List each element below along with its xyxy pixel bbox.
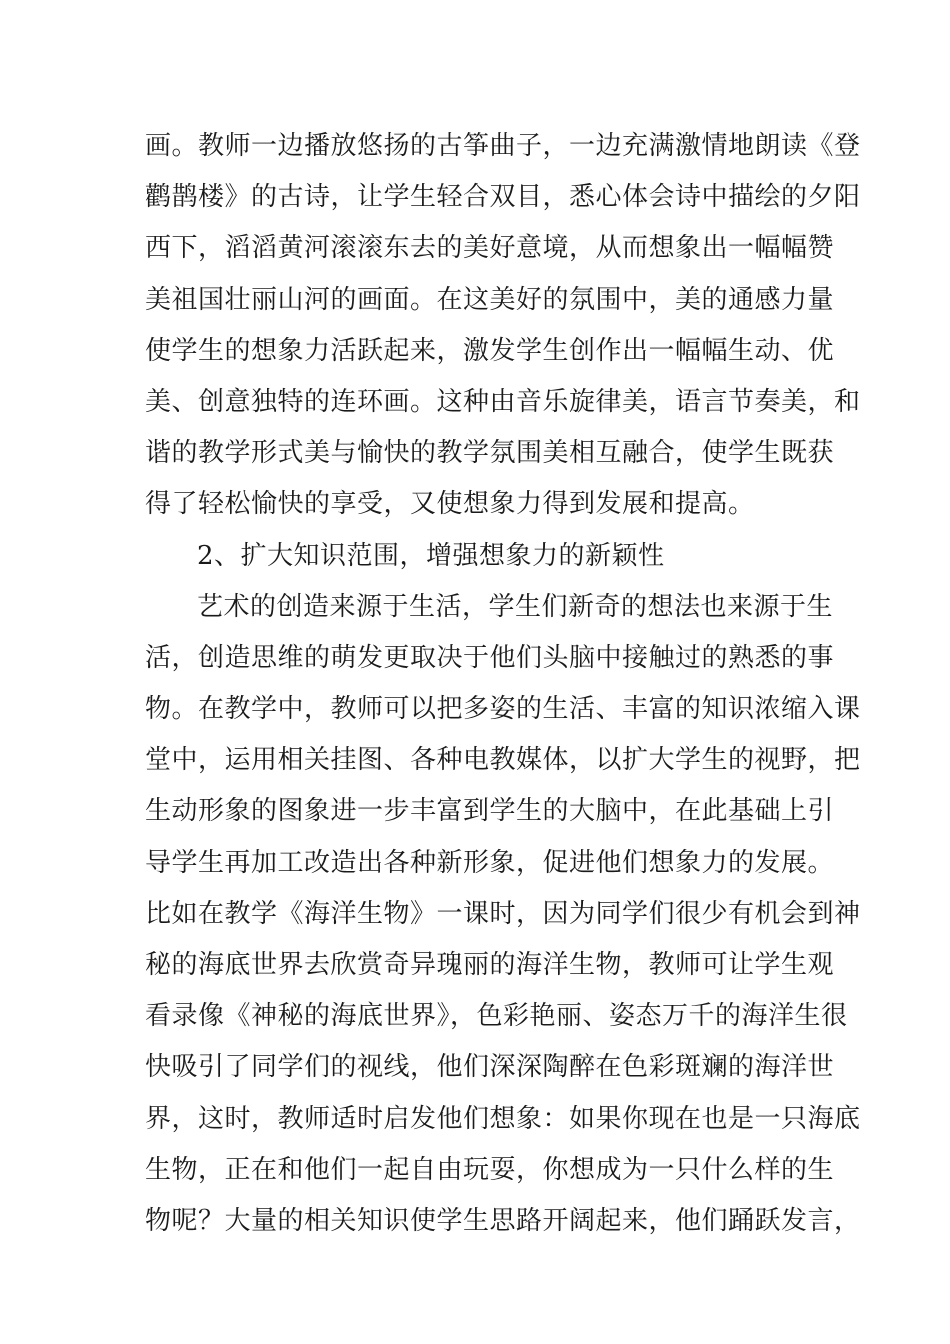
text-line: 西下，滔滔黄河滚滚东去的美好意境，从而想象出一幅幅赞 bbox=[145, 233, 835, 264]
text-line: 谐的教学形式美与愉快的教学氛围美相互融合，使学生既获 bbox=[145, 438, 835, 469]
text-line: 得了轻松愉快的享受，又使想象力得到发展和提高。 bbox=[145, 489, 755, 520]
text-line: 导学生再加工改造出各种新形象，促进他们想象力的发展。 bbox=[145, 847, 835, 878]
text-line: 美祖国壮丽山河的画面。在这美好的氛围中，美的通感力量 bbox=[145, 284, 835, 315]
text-line: 物呢？大量的相关知识使学生思路开阔起来，他们踊跃发言， bbox=[145, 1205, 861, 1236]
text-line: 艺术的创造来源于生活，学生们新奇的想法也来源于生 bbox=[197, 591, 834, 622]
text-line: 堂中，运用相关挂图、各种电教媒体，以扩大学生的视野，把 bbox=[145, 745, 861, 776]
text-line: 美、创意独特的连环画。这种由音乐旋律美，语言节奏美，和 bbox=[145, 386, 861, 417]
section-heading: 2、扩大知识范围，增强想象力的新颖性 bbox=[197, 540, 665, 571]
text-line: 鹳鹊楼》的古诗，让学生轻合双目，悉心体会诗中描绘的夕阳 bbox=[145, 182, 861, 213]
body-text bbox=[145, 121, 861, 1247]
text-line: 快吸引了同学们的视线，他们深深陶醉在色彩斑斓的海洋世 bbox=[145, 1052, 835, 1083]
text-line: 比如在教学《海洋生物》一课时，因为同学们很少有机会到神 bbox=[145, 898, 861, 929]
text-line: 活，创造思维的萌发更取决于他们头脑中接触过的熟悉的事 bbox=[145, 642, 835, 673]
text-line: 物。在教学中，教师可以把多姿的生活、丰富的知识浓缩入课 bbox=[145, 694, 861, 725]
text-line: 看录像《神秘的海底世界》，色彩艳丽、姿态万千的海洋生很 bbox=[145, 1001, 848, 1032]
text-line: 生动形象的图象进一步丰富到学生的大脑中，在此基础上引 bbox=[145, 796, 835, 827]
text-line: 使学生的想象力活跃起来，激发学生创作出一幅幅生动、优 bbox=[145, 335, 835, 366]
text-line: 界，这时，教师适时启发他们想象：如果你现在也是一只海底 bbox=[145, 1103, 861, 1134]
text-line: 画。教师一边播放悠扬的古筝曲子，一边充满激情地朗读《登 bbox=[145, 131, 861, 161]
text-line: 生物，正在和他们一起自由玩耍，你想成为一只什么样的生 bbox=[145, 1154, 835, 1185]
text-line: 秘的海底世界去欣赏奇异瑰丽的海洋生物，教师可让学生观 bbox=[145, 950, 835, 980]
